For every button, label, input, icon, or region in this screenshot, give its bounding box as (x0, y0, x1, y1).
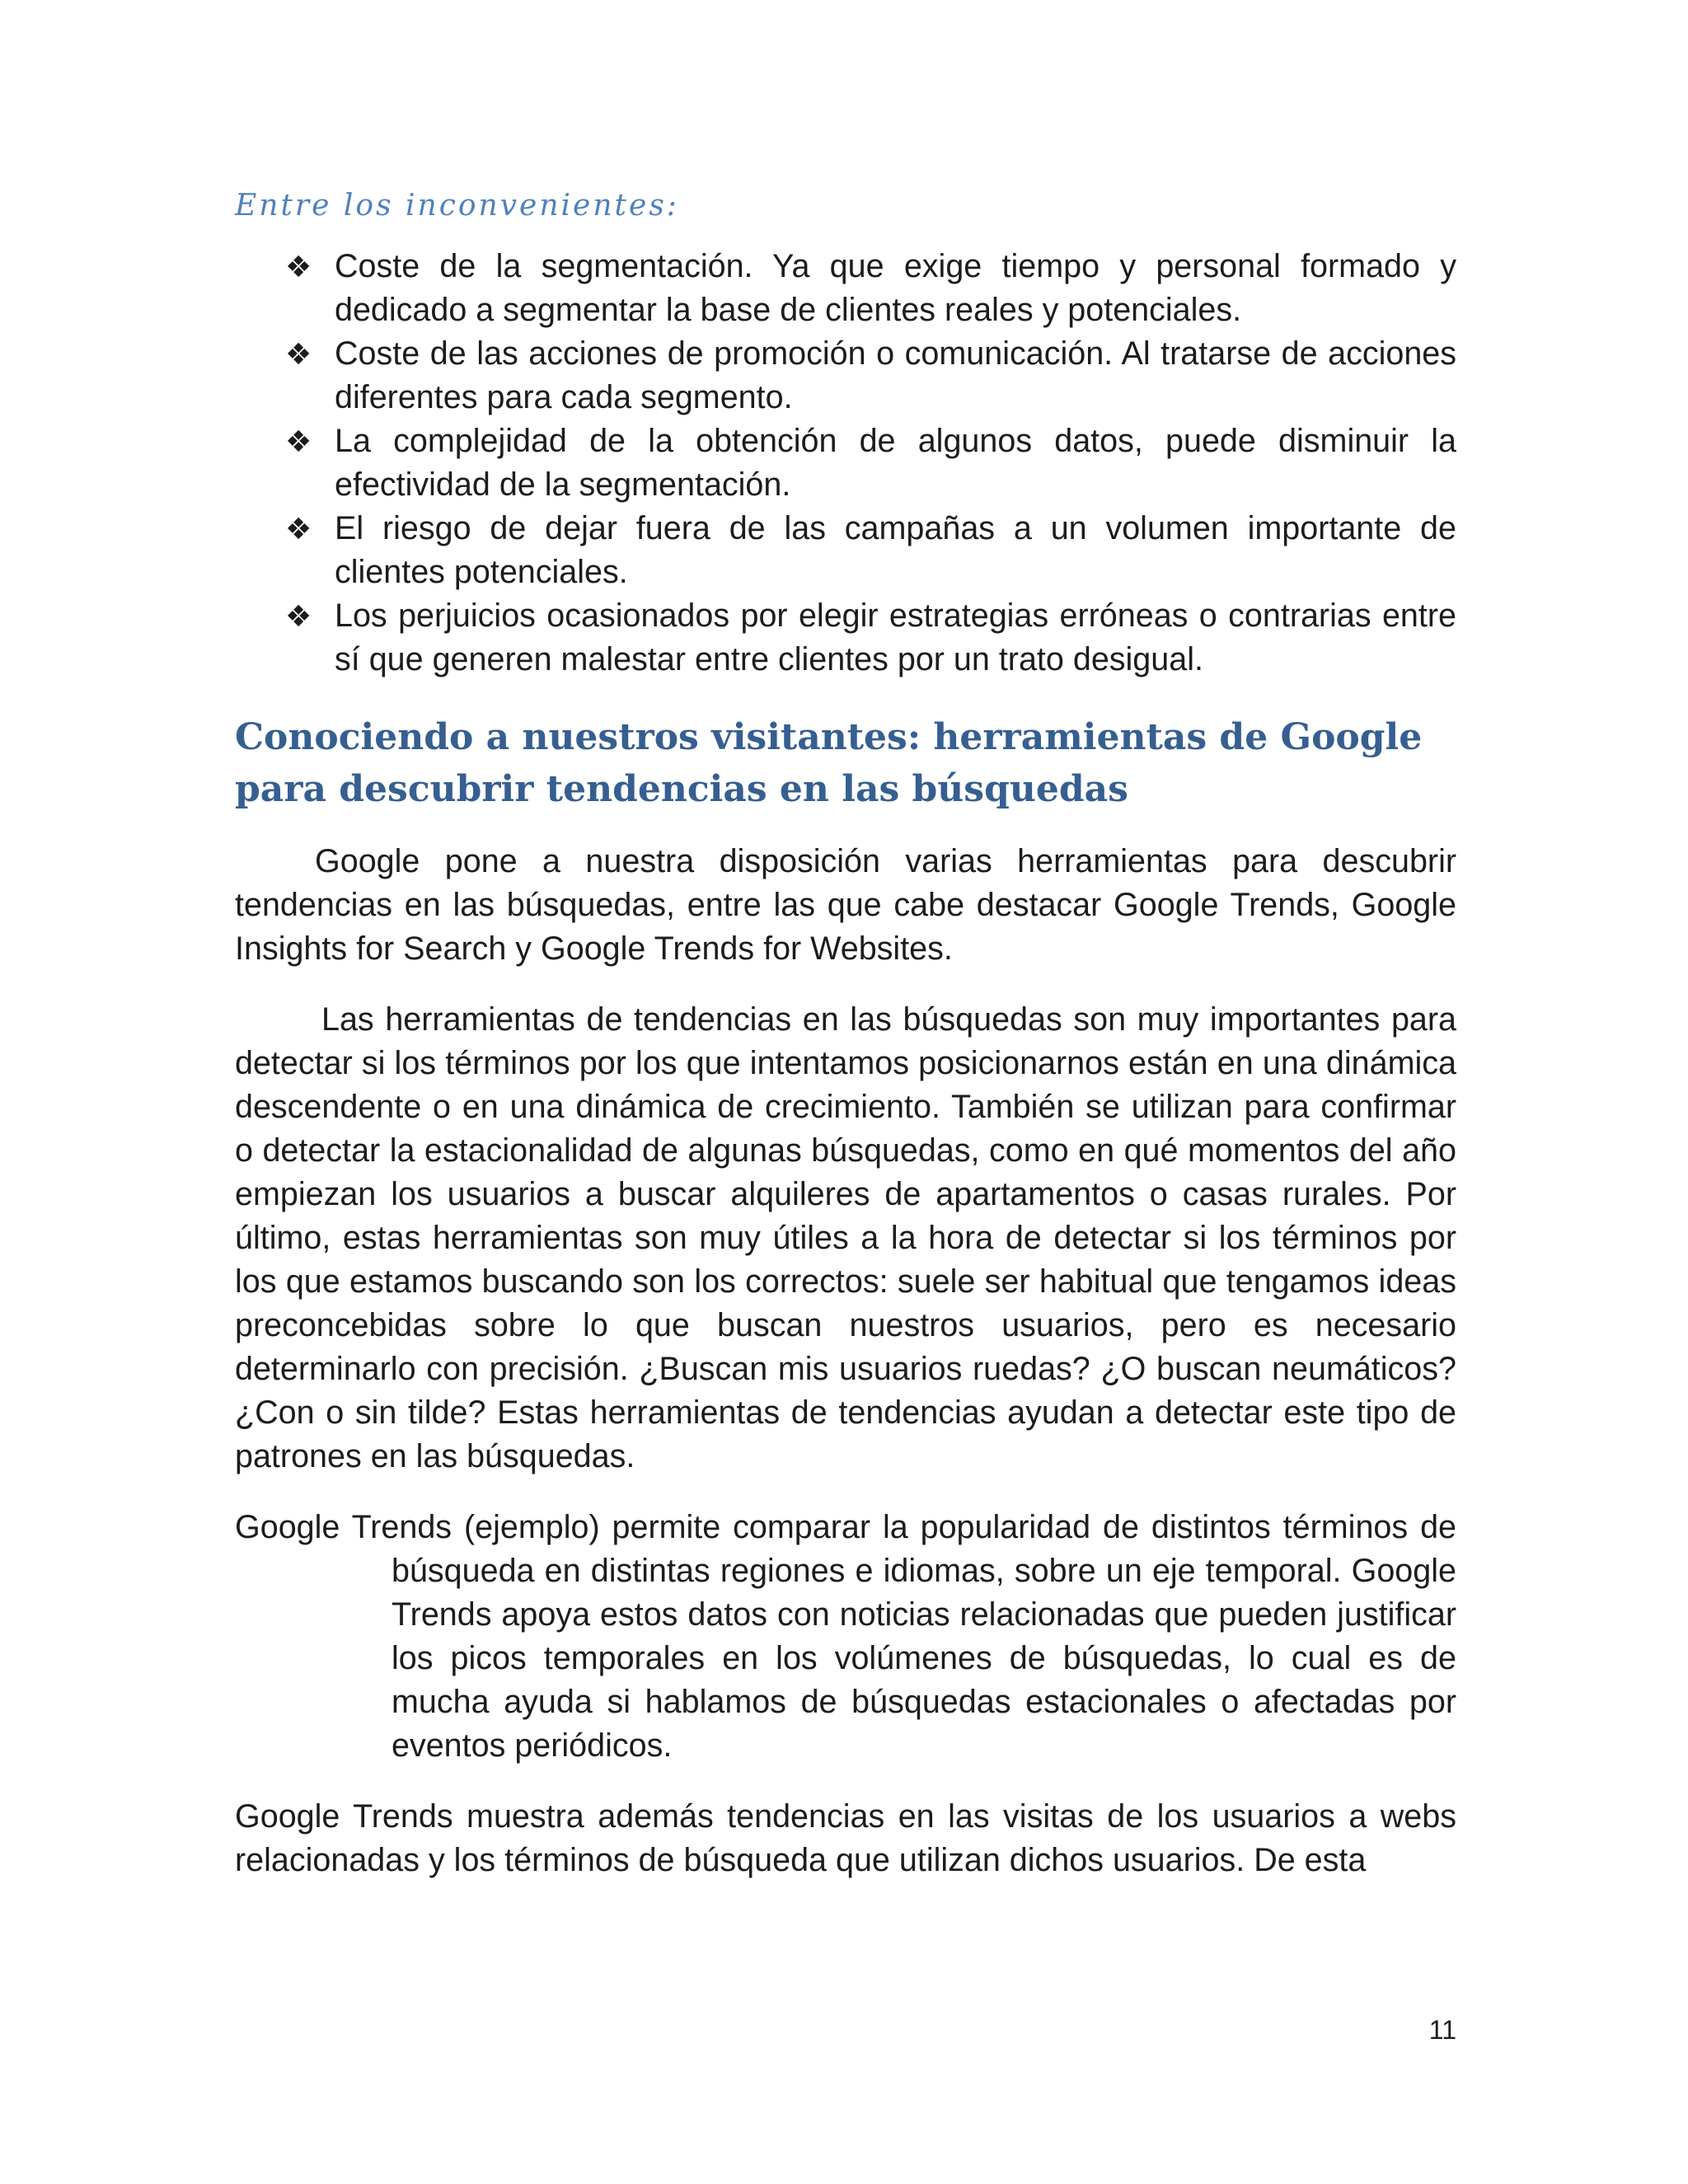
inconvenientes-list (235, 245, 1456, 682)
list-item-text: La complejidad de la obtención de algunos datos, puede disminuir la efectividad de la segmentación. (335, 423, 1456, 503)
list-item-text: Los perjuicios ocasionados por elegir estrategias erróneas o contrarias entre sí que generen malestar entre clientes por un trato desigual. (335, 598, 1456, 677)
list-item (285, 507, 1456, 594)
subheading-inconvenientes: Entre los inconvenientes: (235, 189, 679, 223)
list-item (285, 594, 1456, 682)
document-page (235, 185, 1456, 1910)
diamond-bullet-icon: ❖ (285, 250, 312, 284)
paragraph-trend-tools: Las herramientas de tendencias en las búsquedas son muy importantes para detectar si los términos por los que intentamos posicionarnos están en una dinámica descendente o en una dinámica de crecimiento. También se utilizan para confirmar o detectar la estacionalidad de algunas búsquedas, como en qué momentos del año empiezan los usuarios a buscar alquileres de apartamentos o casas rurales. Por último, estas herramientas son muy útiles a la hora de detectar si los términos por los que estamos buscando son los correctos: suele ser habitual que tengamos ideas preconcebidas sobre lo que buscan nuestros usuarios, pero es necesario determinarlo con precisión. ¿Buscan mis usuarios ruedas? ¿O buscan neumáticos? ¿Con o sin tilde? Estas herramientas de tendencias ayudan a detectar este tipo de patrones en las búsquedas. (235, 1001, 1456, 1474)
paragraph-trends-websites: Google Trends muestra además tendencias en las visitas de los usuarios a webs relacionadas y los términos de búsqueda que utilizan dichos usuarios. De esta (235, 1798, 1456, 1878)
list-item-text: El riesgo de dejar fuera de las campañas a un volumen importante de clientes potenciales. (335, 510, 1456, 590)
paragraph-google-trends: Google Trends (ejemplo) permite comparar la popularidad de distintos términos de búsqueda en distintas regiones e idiomas, sobre un eje temporal. Google Trends apoya estos datos con noticias relacionadas que pueden justificar los picos temporales en los volúmenes de búsquedas, lo cual es de mucha ayuda si hablamos de búsquedas estacionales o afectadas por eventos periódicos. (235, 1509, 1456, 1764)
diamond-bullet-icon: ❖ (285, 512, 312, 546)
diamond-bullet-icon: ❖ (285, 337, 312, 371)
list-item-text: Coste de la segmentación. Ya que exige tiempo y personal formado y dedicado a segmentar la base de clientes reales y potenciales. (335, 248, 1456, 328)
list-item (285, 419, 1456, 507)
list-item-text: Coste de las acciones de promoción o comunicación. Al tratarse de acciones diferentes para cada segmento. (335, 335, 1456, 415)
diamond-bullet-icon: ❖ (285, 599, 312, 633)
paragraph-intro: Google pone a nuestra disposición varias herramientas para descubrir tendencias en las búsquedas, entre las que cabe destacar Google Trends, Google Insights for Search y Google Trends for Websites. (235, 843, 1456, 967)
diamond-bullet-icon: ❖ (285, 424, 312, 458)
page-number: 11 (1428, 2015, 1456, 2045)
list-item (285, 245, 1456, 332)
list-item (285, 332, 1456, 419)
section-heading: Conociendo a nuestros visitantes: herramientas de Google para descubrir tendencias en las búsquedas (235, 716, 1423, 810)
